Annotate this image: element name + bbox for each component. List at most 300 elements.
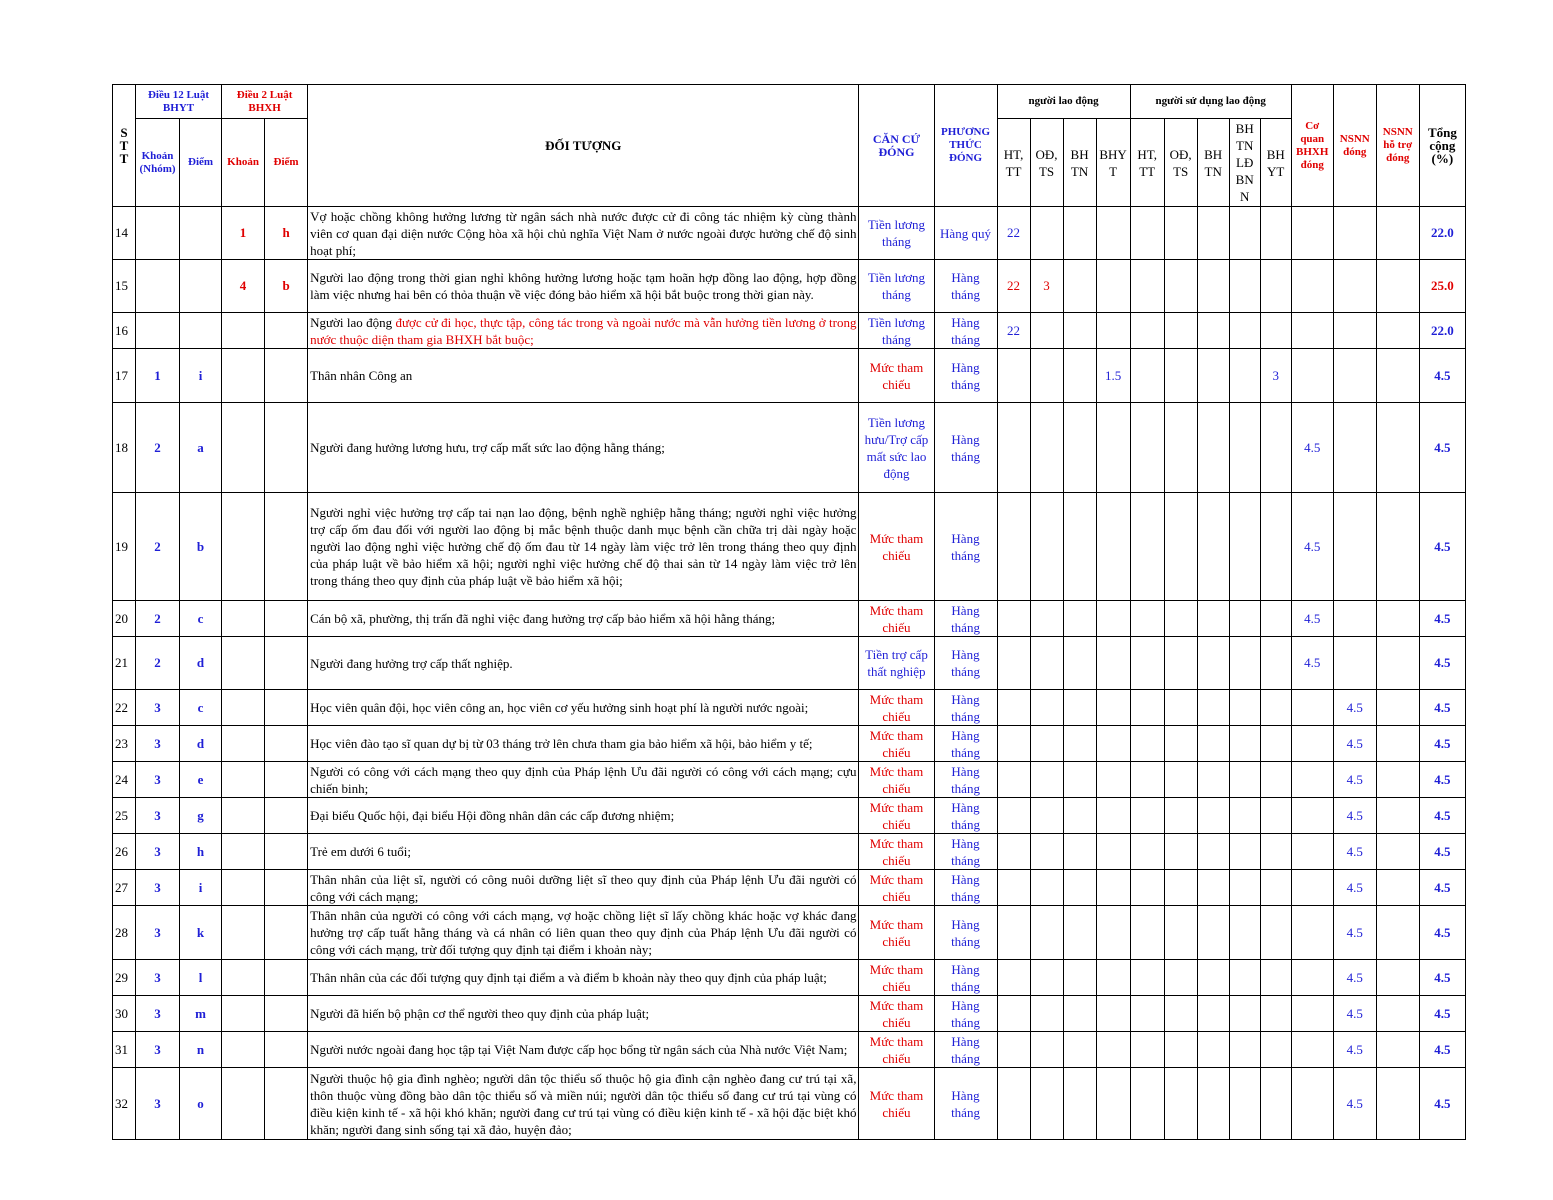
- sd-odts-cell: [1164, 996, 1197, 1032]
- cq-cell: 4.5: [1291, 637, 1333, 690]
- sd-bhyt-cell: [1260, 403, 1291, 493]
- can-cu-dong-cell: Tiền lương tháng: [859, 207, 934, 260]
- ld-httt-cell: 22: [997, 207, 1030, 260]
- nsnn-ht-cell: [1376, 403, 1419, 493]
- ld-odts-cell: [1030, 403, 1063, 493]
- phuong-thuc-cell: Hàng tháng: [934, 601, 997, 637]
- bhyt-diem-cell: k: [180, 906, 222, 960]
- sd-httt-cell: [1130, 996, 1164, 1032]
- ld-bhtn-cell: [1063, 1068, 1096, 1140]
- ld-odts-cell: [1030, 960, 1063, 996]
- khoan-nhom-header: Khoản (Nhóm): [136, 119, 180, 207]
- bhyt-diem-cell: d: [180, 726, 222, 762]
- bhyt-diem-cell: i: [180, 349, 222, 403]
- ld-bhyt-cell: [1096, 726, 1130, 762]
- nsnn-cell: 4.5: [1333, 798, 1376, 834]
- sd-bhtn-cell: [1197, 996, 1229, 1032]
- bhxh-diem-cell: [265, 834, 308, 870]
- table-row: [113, 834, 1466, 870]
- sd-bhtnld-cell: [1229, 1068, 1260, 1140]
- phuong-thuc-cell: Hàng tháng: [934, 726, 997, 762]
- total-cell: 4.5: [1419, 726, 1465, 762]
- cq-cell: [1291, 726, 1333, 762]
- sd-bhtn-cell: [1197, 690, 1229, 726]
- total-cell: 25.0: [1419, 260, 1465, 313]
- nguoi-su-dung-header: người sử dụng lao động: [1130, 85, 1291, 119]
- sd-bhtnld-cell: [1229, 960, 1260, 996]
- stt-cell: 14: [113, 207, 136, 260]
- bhxh-diem-cell: [265, 313, 308, 349]
- doi-tuong-header: ĐỐI TƯỢNG: [308, 85, 859, 207]
- ld-httt-cell: [997, 834, 1030, 870]
- ld-httt-header: HT, TT: [997, 119, 1030, 207]
- nsnn-ht-cell: [1376, 798, 1419, 834]
- bhxh-diem-cell: [265, 601, 308, 637]
- table-row: [113, 996, 1466, 1032]
- sd-bhtn-cell: [1197, 403, 1229, 493]
- sd-httt-cell: [1130, 834, 1164, 870]
- table-row: [113, 313, 1466, 349]
- table-row: [113, 798, 1466, 834]
- total-cell: 4.5: [1419, 637, 1465, 690]
- sd-httt-cell: [1130, 870, 1164, 906]
- ld-odts-cell: [1030, 834, 1063, 870]
- doi-tuong-cell: [308, 349, 859, 403]
- can-cu-dong-cell: Tiền trợ cấp thất nghiệp: [859, 637, 934, 690]
- phuong-thuc-cell: Hàng tháng: [934, 906, 997, 960]
- cq-cell: 4.5: [1291, 403, 1333, 493]
- bhxh-diem-cell: [265, 1032, 308, 1068]
- ld-bhtn-cell: [1063, 906, 1096, 960]
- bhyt-diem-cell: [180, 260, 222, 313]
- sd-bhyt-cell: [1260, 260, 1291, 313]
- can-cu-dong-cell: Tiền lương tháng: [859, 313, 934, 349]
- doi-tuong-text: Người nghỉ việc hưởng trợ cấp tai nạn lao động, bệnh nghề nghiệp hằng tháng; người nghỉ việc hưởng trợ cấp ốm đau đối với người lao động bị mắc bệnh thuộc danh mục bệnh cần chữa trị dài ngày hoặc người lao động nghỉ việc hưởng chế độ ốm đau từ 14 ngày làm việc trở lên trong tháng theo quy định của pháp luật về bảo hiểm xã hội; người nghỉ việc hưởng chế độ thai sản từ 14 ngày làm việc trở lên trong tháng theo quy định của pháp luật về bảo hiểm xã hội;: [310, 505, 857, 588]
- doi-tuong-text: Người đang hưởng lương hưu, trợ cấp mất sức lao động hằng tháng;: [310, 440, 665, 455]
- bhxh-khoan-cell: [222, 493, 265, 601]
- sd-bhyt-cell: [1260, 1032, 1291, 1068]
- bhyt-diem-cell: h: [180, 834, 222, 870]
- bhxh-diem-cell: [265, 960, 308, 996]
- ld-bhtn-cell: [1063, 349, 1096, 403]
- sd-bhtnld-cell: [1229, 690, 1260, 726]
- stt-cell: 17: [113, 349, 136, 403]
- stt-cell: 22: [113, 690, 136, 726]
- phuong-thuc-cell: Hàng tháng: [934, 313, 997, 349]
- can-cu-dong-cell: Tiền lương tháng: [859, 260, 934, 313]
- doi-tuong-text: Cán bộ xã, phường, thị trấn đã nghỉ việc đang hưởng trợ cấp bảo hiểm xã hội hằng tháng;: [310, 611, 776, 626]
- sd-bhtn-cell: [1197, 260, 1229, 313]
- nsnn-cell: 4.5: [1333, 834, 1376, 870]
- doi-tuong-cell: [308, 601, 859, 637]
- nsnn-cell: 4.5: [1333, 870, 1376, 906]
- ld-odts-cell: 3: [1030, 260, 1063, 313]
- bhyt-diem-cell: o: [180, 1068, 222, 1140]
- doi-tuong-cell: [308, 726, 859, 762]
- bhyt-khoan-cell: [136, 207, 180, 260]
- total-cell: 4.5: [1419, 493, 1465, 601]
- stt-header: S T T: [113, 85, 136, 207]
- bhxh-diem-cell: [265, 798, 308, 834]
- bhxh-group-header: Điều 2 Luật BHXH: [222, 85, 308, 119]
- sd-odts-cell: [1164, 834, 1197, 870]
- ld-httt-cell: [997, 349, 1030, 403]
- sd-bhtn-cell: [1197, 798, 1229, 834]
- co-quan-bhxh-header: Cơ quan BHXH đóng: [1291, 85, 1333, 207]
- sd-httt-cell: [1130, 207, 1164, 260]
- bhxh-diem-cell: [265, 996, 308, 1032]
- ld-bhyt-cell: [1096, 601, 1130, 637]
- sd-httt-cell: [1130, 1068, 1164, 1140]
- cq-cell: [1291, 349, 1333, 403]
- cq-cell: 4.5: [1291, 493, 1333, 601]
- nsnn-ht-cell: [1376, 726, 1419, 762]
- nsnn-ht-cell: [1376, 996, 1419, 1032]
- doi-tuong-highlight: được cử đi học, thực tập, công tác trong và ngoài nước mà vẫn hưởng tiền lương ở trong nước thuộc diện tham gia BHXH bắt buộc;: [310, 314, 857, 347]
- ld-bhyt-cell: [1096, 403, 1130, 493]
- phuong-thuc-cell: Hàng tháng: [934, 762, 997, 798]
- bhyt-khoan-cell: 2: [136, 493, 180, 601]
- can-cu-dong-cell: Mức tham chiếu: [859, 1068, 934, 1140]
- nsnn-ho-tro-header: NSNN hỗ trợ đóng: [1376, 85, 1419, 207]
- sd-odts-cell: [1164, 260, 1197, 313]
- bhxh-diem-cell: h: [265, 207, 308, 260]
- can-cu-dong-cell: Mức tham chiếu: [859, 349, 934, 403]
- doi-tuong-cell: [308, 906, 859, 960]
- bhyt-khoan-cell: 3: [136, 1032, 180, 1068]
- can-cu-dong-cell: Mức tham chiếu: [859, 690, 934, 726]
- bhyt-diem-cell: d: [180, 637, 222, 690]
- phuong-thuc-cell: Hàng tháng: [934, 996, 997, 1032]
- nsnn-cell: 4.5: [1333, 906, 1376, 960]
- sd-bhtnld-cell: [1229, 870, 1260, 906]
- sd-bhyt-cell: [1260, 493, 1291, 601]
- stt-cell: 25: [113, 798, 136, 834]
- stt-cell: 18: [113, 403, 136, 493]
- bhyt-khoan-cell: 2: [136, 601, 180, 637]
- ld-httt-cell: [997, 1032, 1030, 1068]
- phuong-thuc-cell: Hàng quý: [934, 207, 997, 260]
- bhxh-khoan-cell: [222, 762, 265, 798]
- nsnn-ht-cell: [1376, 960, 1419, 996]
- sd-bhtnld-cell: [1229, 313, 1260, 349]
- can-cu-dong-cell: Mức tham chiếu: [859, 1032, 934, 1068]
- bhxh-khoan-cell: [222, 690, 265, 726]
- ld-odts-cell: [1030, 1032, 1063, 1068]
- sd-bhtnld-cell: [1229, 493, 1260, 601]
- bhyt-khoan-cell: 3: [136, 870, 180, 906]
- table-row: [113, 726, 1466, 762]
- doi-tuong-text: Học viên đào tạo sĩ quan dự bị từ 03 tháng trở lên chưa tham gia bảo hiểm xã hội, bảo hiểm y tế;: [310, 736, 813, 751]
- nsnn-ht-cell: [1376, 601, 1419, 637]
- total-cell: 4.5: [1419, 798, 1465, 834]
- sd-bhtnld-cell: [1229, 996, 1260, 1032]
- bhyt-khoan-cell: 3: [136, 906, 180, 960]
- bhxh-diem-cell: [265, 403, 308, 493]
- nsnn-ht-cell: [1376, 834, 1419, 870]
- bhxh-diem-cell: [265, 637, 308, 690]
- khoan-header: Khoản: [222, 119, 265, 207]
- sd-odts-cell: [1164, 690, 1197, 726]
- table-row: [113, 1068, 1466, 1140]
- bhyt-khoan-cell: 3: [136, 834, 180, 870]
- bhyt-khoan-cell: 3: [136, 960, 180, 996]
- cq-cell: [1291, 960, 1333, 996]
- bhyt-khoan-cell: 3: [136, 798, 180, 834]
- stt-cell: 30: [113, 996, 136, 1032]
- ld-httt-cell: [997, 690, 1030, 726]
- stt-cell: 19: [113, 493, 136, 601]
- bhyt-khoan-cell: 3: [136, 726, 180, 762]
- nsnn-ht-cell: [1376, 349, 1419, 403]
- stt-cell: 23: [113, 726, 136, 762]
- sd-bhtn-cell: [1197, 207, 1229, 260]
- total-cell: 22.0: [1419, 313, 1465, 349]
- bhyt-khoan-cell: 1: [136, 349, 180, 403]
- bhyt-diem-cell: m: [180, 996, 222, 1032]
- table-row: [113, 1032, 1466, 1068]
- sd-bhtnld-cell: [1229, 798, 1260, 834]
- ld-httt-cell: [997, 403, 1030, 493]
- sd-httt-cell: [1130, 798, 1164, 834]
- sd-odts-cell: [1164, 726, 1197, 762]
- can-cu-dong-cell: Mức tham chiếu: [859, 996, 934, 1032]
- ld-bhtn-cell: [1063, 762, 1096, 798]
- can-cu-dong-cell: Mức tham chiếu: [859, 762, 934, 798]
- doi-tuong-text: Vợ hoặc chồng không hưởng lương từ ngân sách nhà nước được cử đi công tác nhiệm kỳ cùng thành viên cơ quan đại diện nước Cộng hòa xã hội chủ nghĩa Việt Nam ở nước ngoài được hưởng chế độ sinh hoạt phí;: [310, 208, 857, 258]
- bhxh-diem-cell: [265, 870, 308, 906]
- cq-cell: [1291, 834, 1333, 870]
- phuong-thuc-cell: Hàng tháng: [934, 1068, 997, 1140]
- ld-bhtn-cell: [1063, 960, 1096, 996]
- sd-bhtnld-cell: [1229, 726, 1260, 762]
- doi-tuong-cell: [308, 403, 859, 493]
- ld-odts-cell: [1030, 996, 1063, 1032]
- bhxh-diem-cell: [265, 493, 308, 601]
- bhxh-khoan-cell: 1: [222, 207, 265, 260]
- phuong-thuc-cell: Hàng tháng: [934, 349, 997, 403]
- ld-bhtn-cell: [1063, 637, 1096, 690]
- total-cell: 4.5: [1419, 834, 1465, 870]
- ld-bhyt-cell: [1096, 960, 1130, 996]
- bhxh-khoan-cell: [222, 637, 265, 690]
- nsnn-ht-cell: [1376, 762, 1419, 798]
- sd-bhtn-cell: [1197, 906, 1229, 960]
- doi-tuong-text: Thân nhân của các đối tượng quy định tại điểm a và điểm b khoản này theo quy định của pháp luật;: [310, 970, 827, 985]
- stt-cell: 24: [113, 762, 136, 798]
- sd-httt-cell: [1130, 403, 1164, 493]
- bhxh-khoan-cell: [222, 403, 265, 493]
- ld-bhyt-cell: [1096, 690, 1130, 726]
- cq-cell: [1291, 1068, 1333, 1140]
- ld-odts-cell: [1030, 313, 1063, 349]
- ld-bhtn-cell: [1063, 798, 1096, 834]
- nsnn-cell: [1333, 637, 1376, 690]
- can-cu-dong-cell: Mức tham chiếu: [859, 960, 934, 996]
- ld-bhyt-cell: [1096, 313, 1130, 349]
- nsnn-ht-cell: [1376, 260, 1419, 313]
- doi-tuong-text: Người thuộc hộ gia đình nghèo; người dân tộc thiểu số thuộc hộ gia đình cận nghèo đang cư trú tại xã, thôn thuộc vùng đồng bào dân tộc thiểu số và miền núi; người dân tộc thiểu số đang cư trú tại vùng có điều kiện kinh tế - xã hội khó khăn; người đang cư trú tại vùng có điều kiện kinh tế - xã hội đặc biệt khó khăn; người đang sinh sống tại xã đảo, huyện đảo;: [310, 1070, 857, 1137]
- sd-odts-cell: [1164, 313, 1197, 349]
- cq-cell: [1291, 690, 1333, 726]
- sd-odts-cell: [1164, 1068, 1197, 1140]
- doi-tuong-cell: [308, 996, 859, 1032]
- sd-bhtn-cell: [1197, 960, 1229, 996]
- sd-odts-cell: [1164, 493, 1197, 601]
- doi-tuong-text: Thân nhân Công an: [310, 368, 413, 383]
- ld-httt-cell: [997, 601, 1030, 637]
- sd-odts-cell: [1164, 207, 1197, 260]
- sd-odts-cell: [1164, 601, 1197, 637]
- sd-odts-header: OĐ, TS: [1164, 119, 1197, 207]
- bhxh-khoan-cell: [222, 601, 265, 637]
- stt-cell: 28: [113, 906, 136, 960]
- nsnn-cell: [1333, 493, 1376, 601]
- can-cu-dong-cell: Mức tham chiếu: [859, 798, 934, 834]
- ld-bhyt-cell: [1096, 798, 1130, 834]
- nsnn-cell: 4.5: [1333, 690, 1376, 726]
- ld-bhtn-cell: [1063, 870, 1096, 906]
- doi-tuong-cell: [308, 1068, 859, 1140]
- nsnn-cell: [1333, 207, 1376, 260]
- cq-cell: [1291, 762, 1333, 798]
- ld-bhyt-cell: [1096, 493, 1130, 601]
- sd-odts-cell: [1164, 349, 1197, 403]
- bhyt-khoan-cell: [136, 313, 180, 349]
- sd-bhyt-cell: [1260, 798, 1291, 834]
- sd-bhyt-cell: [1260, 996, 1291, 1032]
- doi-tuong-cell: [308, 960, 859, 996]
- sd-httt-cell: [1130, 1032, 1164, 1068]
- ld-bhtn-cell: [1063, 834, 1096, 870]
- ld-bhyt-cell: [1096, 260, 1130, 313]
- sd-bhyt-cell: [1260, 690, 1291, 726]
- sd-odts-cell: [1164, 1032, 1197, 1068]
- bhyt-group-header: Điều 12 Luật BHYT: [136, 85, 222, 119]
- doi-tuong-cell: [308, 1032, 859, 1068]
- table-row: [113, 403, 1466, 493]
- nsnn-cell: [1333, 260, 1376, 313]
- sd-bhyt-cell: [1260, 960, 1291, 996]
- bhyt-khoan-cell: 2: [136, 637, 180, 690]
- ld-httt-cell: [997, 637, 1030, 690]
- sd-bhtnld-cell: [1229, 349, 1260, 403]
- ld-bhyt-cell: [1096, 870, 1130, 906]
- ld-odts-cell: [1030, 207, 1063, 260]
- ld-bhyt-cell: [1096, 1032, 1130, 1068]
- can-cu-dong-cell: Mức tham chiếu: [859, 834, 934, 870]
- cq-cell: [1291, 260, 1333, 313]
- nsnn-cell: [1333, 349, 1376, 403]
- doi-tuong-text: Thân nhân của người có công với cách mạng, vợ hoặc chồng liệt sĩ lấy chồng khác hoặc vợ khác đang hưởng trợ cấp tuất hằng tháng và cá nhân có liên quan theo quy định của Pháp lệnh Ưu đãi người có công với cách mạng, trừ đối tượng quy định tại điểm i khoản này;: [310, 908, 857, 957]
- bhyt-diem-cell: i: [180, 870, 222, 906]
- ld-httt-cell: [997, 870, 1030, 906]
- nsnn-ht-cell: [1376, 637, 1419, 690]
- sd-bhtn-header: BH TN: [1197, 119, 1229, 207]
- doi-tuong-cell: [308, 834, 859, 870]
- doi-tuong-cell: [308, 313, 859, 349]
- sd-httt-cell: [1130, 906, 1164, 960]
- sd-bhyt-cell: [1260, 601, 1291, 637]
- stt-cell: 29: [113, 960, 136, 996]
- sd-httt-cell: [1130, 349, 1164, 403]
- table-row: [113, 906, 1466, 960]
- total-cell: 4.5: [1419, 1032, 1465, 1068]
- ld-httt-cell: [997, 493, 1030, 601]
- total-cell: 4.5: [1419, 996, 1465, 1032]
- bhxh-khoan-cell: [222, 960, 265, 996]
- bhxh-khoan-cell: [222, 726, 265, 762]
- can-cu-dong-cell: Mức tham chiếu: [859, 906, 934, 960]
- bhyt-khoan-cell: 3: [136, 690, 180, 726]
- bhxh-diem-cell: [265, 1068, 308, 1140]
- stt-cell: 21: [113, 637, 136, 690]
- sd-odts-cell: [1164, 637, 1197, 690]
- bhyt-diem-cell: l: [180, 960, 222, 996]
- doi-tuong-text: Trẻ em dưới 6 tuổi;: [310, 844, 411, 859]
- ld-odts-cell: [1030, 762, 1063, 798]
- ld-httt-cell: [997, 906, 1030, 960]
- nsnn-ht-cell: [1376, 493, 1419, 601]
- ld-httt-cell: [997, 762, 1030, 798]
- sd-httt-cell: [1130, 601, 1164, 637]
- sd-odts-cell: [1164, 906, 1197, 960]
- sd-odts-cell: [1164, 798, 1197, 834]
- doi-tuong-cell: [308, 493, 859, 601]
- cq-cell: [1291, 870, 1333, 906]
- bhxh-diem-cell: b: [265, 260, 308, 313]
- ld-bhtn-cell: [1063, 690, 1096, 726]
- bhxh-diem-cell: [265, 726, 308, 762]
- sd-bhyt-cell: [1260, 762, 1291, 798]
- sd-bhtn-cell: [1197, 601, 1229, 637]
- bhyt-diem-cell: a: [180, 403, 222, 493]
- sd-bhtn-cell: [1197, 762, 1229, 798]
- table-row: [113, 493, 1466, 601]
- total-cell: 4.5: [1419, 960, 1465, 996]
- ld-odts-cell: [1030, 690, 1063, 726]
- sd-bhyt-cell: [1260, 834, 1291, 870]
- sd-bhtn-cell: [1197, 834, 1229, 870]
- sd-httt-cell: [1130, 762, 1164, 798]
- ld-odts-header: OĐ, TS: [1030, 119, 1063, 207]
- bhyt-diem-cell: g: [180, 798, 222, 834]
- nsnn-dong-header: NSNN đóng: [1333, 85, 1376, 207]
- bhyt-khoan-cell: 3: [136, 762, 180, 798]
- diem-header: Điểm: [180, 119, 222, 207]
- nsnn-cell: 4.5: [1333, 996, 1376, 1032]
- bhyt-diem-cell: c: [180, 601, 222, 637]
- stt-cell: 20: [113, 601, 136, 637]
- sd-bhtnld-cell: [1229, 403, 1260, 493]
- ld-bhtn-cell: [1063, 207, 1096, 260]
- bhyt-diem-cell: [180, 207, 222, 260]
- phuong-thuc-cell: Hàng tháng: [934, 960, 997, 996]
- can-cu-dong-cell: Mức tham chiếu: [859, 726, 934, 762]
- nsnn-ht-cell: [1376, 313, 1419, 349]
- cq-cell: [1291, 798, 1333, 834]
- ld-bhtn-cell: [1063, 260, 1096, 313]
- bhxh-khoan-cell: [222, 834, 265, 870]
- ld-bhyt-cell: [1096, 906, 1130, 960]
- nsnn-cell: 4.5: [1333, 1032, 1376, 1068]
- can-cu-dong-cell: Mức tham chiếu: [859, 870, 934, 906]
- sd-odts-cell: [1164, 762, 1197, 798]
- sd-bhtn-cell: [1197, 349, 1229, 403]
- ld-bhtn-cell: [1063, 403, 1096, 493]
- ld-httt-cell: [997, 1068, 1030, 1140]
- nsnn-ht-cell: [1376, 906, 1419, 960]
